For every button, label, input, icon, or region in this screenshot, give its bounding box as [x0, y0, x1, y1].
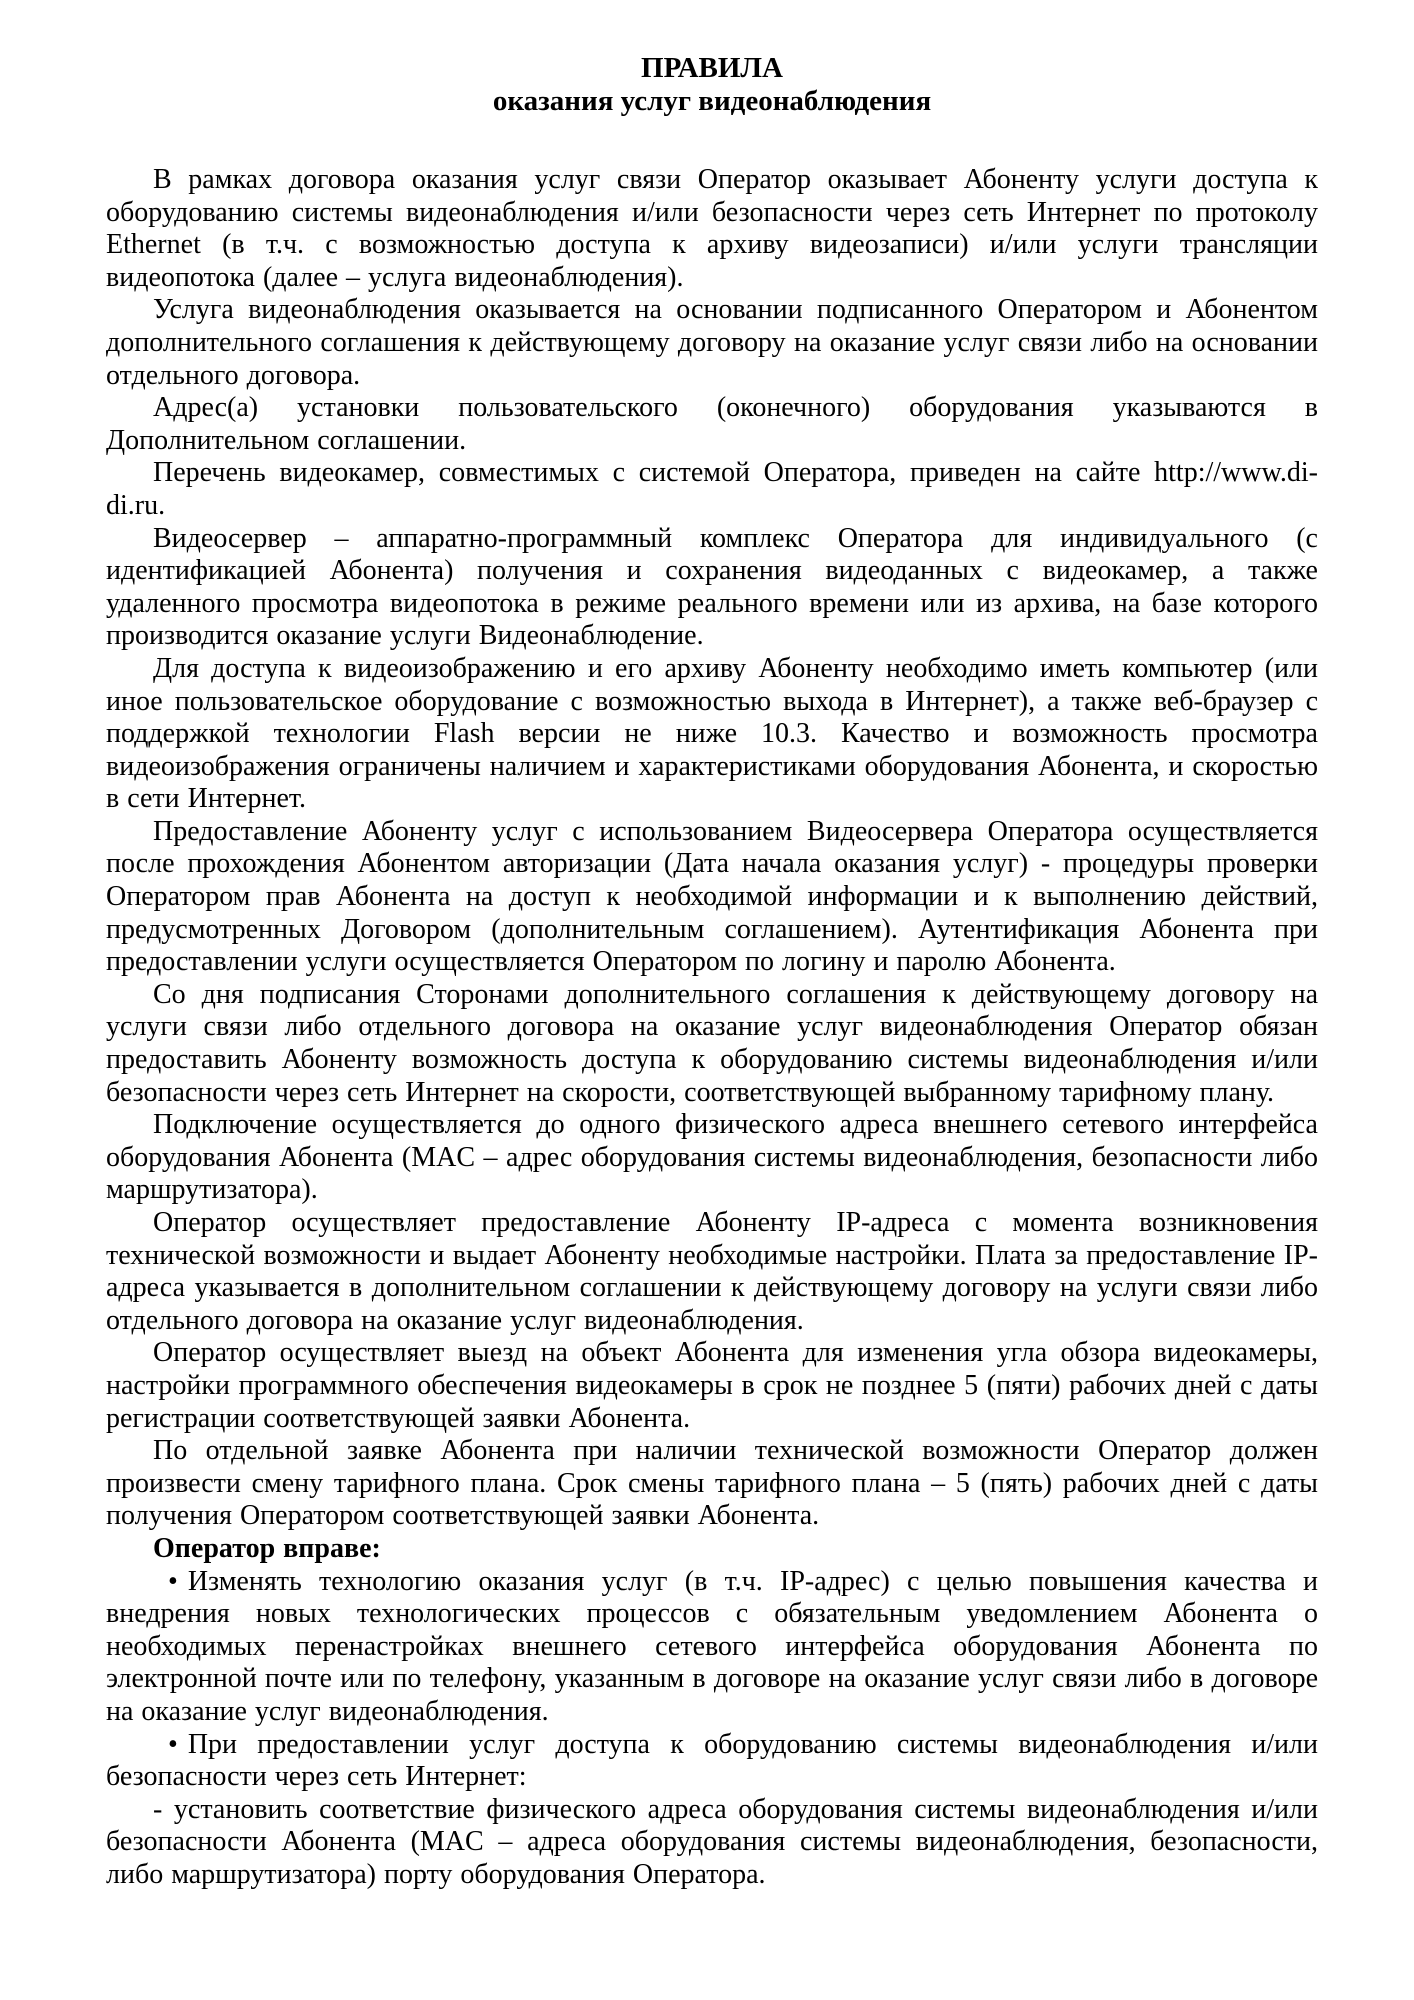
paragraph-operator-obligation: Со дня подписания Сторонами дополнительного соглашения к действующему договору на услуги связи либо отдельного договора на оказание услуг видеонаблюдения Оператор обязан предоставить Абоненту возможность доступа к оборудованию системы видеонаблюдения и/или безопасности через сеть Интернет на скорости, соответствующей выбранному тарифному плану.: [106, 978, 1318, 1108]
paragraph-install-address: Адрес(а) установки пользовательского (оконечного) оборудования указываются в Дополнительном соглашении.: [106, 392, 1318, 456]
bullet-item-access-services: [106, 1729, 1318, 1794]
paragraph-camera-list-url: Перечень видеокамер, совместимых с системой Оператора, приведен на сайте http://www.di-di.ru.: [106, 457, 1318, 521]
paragraph-authorization: Предоставление Абоненту услуг с использованием Видеосервера Оператора осуществляется после прохождения Абонентом авторизации (Дата начала оказания услуг) - процедуры проверки Оператором прав Абонента на доступ к необходимой информации и к выполнению действий, предусмотренных Договором (дополнительным соглашением). Аутентификация Абонента при предоставлении услуги осуществляется Оператором по логину и паролю Абонента.: [106, 815, 1318, 978]
dash-item-mac-port: - установить соответствие физического адреса оборудования системы видеонаблюдения и/или безопасности Абонента (MAC – адреса оборудования системы видеонаблюдения, безопасности, либо маршрутизатора) порту оборудования Оператора.: [106, 1793, 1318, 1890]
paragraph-connection-mac: Подключение осуществляется до одного физического адреса внешнего сетевого интерфейса оборудования Абонента (MAC – адрес оборудования системы видеонаблюдения, безопасности либо маршрутизатора).: [106, 1109, 1318, 1206]
doc-title: ПРАВИЛА: [641, 52, 783, 84]
paragraph-site-visit: Оператор осуществляет выезд на объект Абонента для изменения угла обзора видеокамеры, настройки программного обеспечения видеокамеры в срок не позднее 5 (пяти) рабочих дней с даты регистрации соответствующей заявки Абонента.: [106, 1337, 1318, 1434]
bullet-item-text: При предоставлении услуг доступа к оборудованию системы видеонаблюдения и/или безопасности через сеть Интернет:: [106, 1728, 1318, 1793]
paragraph-videoserver-definition: Видеосервер – аппаратно-программный комплекс Оператора для индивидуального (с идентификацией Абонента) получения и сохранения видеоданных с видеокамер, а также удаленного просмотра видеопотока в режиме реального времени или из архива, на базе которого производится оказание услуги Видеонаблюдение.: [106, 522, 1318, 652]
document-body: [106, 164, 1318, 1891]
paragraph-services-scope: В рамках договора оказания услуг связи Оператор оказывает Абоненту услуги доступа к оборудованию системы видеонаблюдения и/или безопасности через сеть Интернет по протоколу Ethernet (в т.ч. с возможностью доступа к архиву видеозаписи) и/или услуги трансляции видеопотока (далее – услуга видеонаблюдения).: [106, 164, 1318, 293]
bullet-item-text: Изменять технологию оказания услуг (в т.ч. IP-адрес) с целью повышения качества и внедрения новых технологических процессов с обязательным уведомлением Абонента о необходимых перенастройках внешнего сетевого интерфейса оборудования Абонента по электронной почте или по телефону, указанным в договоре на оказание услуг связи либо в договоре на оказание услуг видеонаблюдения.: [106, 1565, 1318, 1727]
paragraph-tariff-change: По отдельной заявке Абонента при наличии технической возможности Оператор должен произвести смену тарифного плана. Срок смены тарифного плана – 5 (пять) рабочих дней с даты получения Оператором соответствующей заявки Абонента.: [106, 1435, 1318, 1532]
bullet-icon: •: [168, 1565, 178, 1597]
paragraph-access-requirements: Для доступа к видеоизображению и его архиву Абоненту необходимо иметь компьютер (или иное пользовательское оборудование с возможностью выхода в Интернет), а также веб-браузер с поддержкой технологии Flash версии не ниже 10.3. Качество и возможность просмотра видеоизображения ограничены наличием и характеристиками оборудования Абонента, и скоростью в сети Интернет.: [106, 652, 1318, 815]
bullet-item-technology-change: [106, 1566, 1318, 1729]
bullet-icon: •: [168, 1728, 178, 1760]
operator-rights-heading: Оператор вправе:: [153, 1532, 381, 1564]
paragraph-service-basis: Услуга видеонаблюдения оказывается на основании подписанного Оператором и Абонентом дополнительного соглашения к действующему договору на оказание услуг связи либо на основании отдельного договора.: [106, 294, 1318, 391]
paragraph-ip-address: Оператор осуществляет предоставление Абоненту IP-адреса с момента возникновения технической возможности и выдает Абоненту необходимые настройки. Плата за предоставление IP-адреса указывается в дополнительном соглашении к действующему договору на услуги связи либо отдельного договора на оказание услуг видеонаблюдения.: [106, 1207, 1318, 1336]
document-header: [106, 52, 1318, 118]
doc-subtitle: оказания услуг видеонаблюдения: [492, 85, 932, 117]
